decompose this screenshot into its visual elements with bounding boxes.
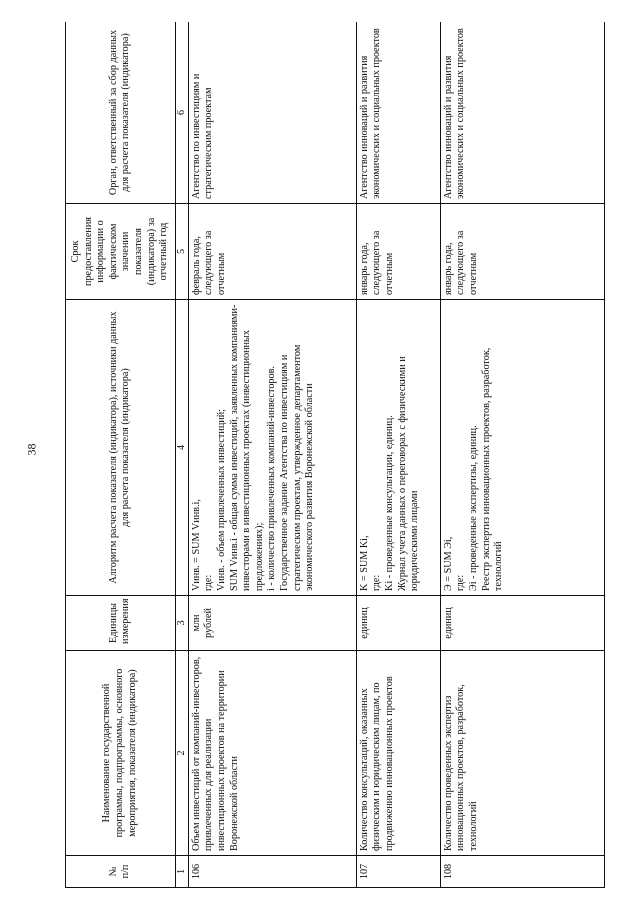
- deadline-cell: январь года, следующего за отчетным: [440, 204, 604, 300]
- algorithm-line: Журнал учета данных о переговорах с физическими и юридическими лицами: [396, 356, 421, 591]
- header-number: № п/п: [66, 856, 176, 888]
- algorithm-line: где:: [455, 574, 467, 591]
- unit-cell: единиц: [440, 596, 604, 651]
- column-number: 4: [175, 300, 188, 596]
- header-deadline: Срок предоставления информации о фактическом значении показателя (индикатора) за отчетный год: [66, 204, 176, 300]
- table-row: [356, 22, 440, 888]
- organ-cell: Агентство инноваций и развития экономических и социальных проектов: [356, 22, 440, 204]
- algorithm-line: Реестр экспертиз инновационных проектов, разработок, технологий: [480, 347, 505, 591]
- unit-cell: единиц: [356, 596, 440, 651]
- algorithm-line: SUM Vинв.i - общая сумма инвестиций, заявленных компаниями-инвесторами в инвестиционных проектах (инвестиционных предложениях);: [228, 304, 265, 591]
- algorithm-line: Э = SUM Эi,: [442, 536, 454, 591]
- column-number: 6: [175, 22, 188, 204]
- column-number: 1: [175, 856, 188, 888]
- deadline-cell: январь года, следующего за отчетным: [356, 204, 440, 300]
- algorithm-line: Государственное задание Агентства по инвестициям и стратегическим проектам, утвержденное департаментом экономического развития Воронежской области: [278, 344, 316, 591]
- algorithm-line: K = SUM Ki,: [358, 535, 370, 591]
- header-row: [66, 22, 176, 888]
- deadline-cell: февраль года, следующего за отчетным: [188, 204, 356, 300]
- table-row: [440, 22, 604, 888]
- algorithm-line: i - количество привлеченных компаний-инвесторов.: [266, 366, 278, 591]
- rotated-table-container: [65, 22, 605, 888]
- algorithm-cell: [440, 300, 604, 596]
- column-number-row: [175, 22, 188, 888]
- algorithm-line: Ki - проведенные консультации, единиц.: [383, 415, 395, 591]
- column-number: 3: [175, 596, 188, 651]
- row-number: 106: [188, 856, 356, 888]
- header-algorithm: Алгоритм расчета показателя (индикатора), источники данных для расчета показателя (индикатора): [66, 300, 176, 596]
- indicator-name: Объем инвестиций от компаний-инвесторов, привлеченных для реализации инвестиционных проектов на территории Воронежской области: [188, 651, 356, 856]
- algorithm-line: где:: [203, 574, 215, 591]
- header-name: Наименование государственной программы, подпрограммы, основного мероприятия, показателя (индикатора): [66, 651, 176, 856]
- unit-cell: млн рублей: [188, 596, 356, 651]
- algorithm-line: Эi - проведенные экспертизы, единиц.: [467, 425, 479, 591]
- algorithm-line: где:: [371, 574, 383, 591]
- page-number: 38: [24, 443, 39, 456]
- row-number: 108: [440, 856, 604, 888]
- indicator-name: Количество проведенных экспертиз инновационных проектов, разработок, технологий: [440, 651, 604, 856]
- organ-cell: Агентство инноваций и развития экономических и социальных проектов: [440, 22, 604, 204]
- algorithm-cell: [356, 300, 440, 596]
- row-number: 107: [356, 856, 440, 888]
- document-sheet: [65, 22, 605, 888]
- algorithm-line: Vинв. - объем привлеченных инвестиций;: [215, 408, 227, 591]
- indicator-table: [65, 22, 605, 888]
- table-row: [188, 22, 356, 888]
- algorithm-line: Vинв. = SUM Vинв.i,: [190, 499, 202, 591]
- header-unit: Единицы измерения: [66, 596, 176, 651]
- indicator-name: Количество консультаций, оказанных физическим и юридическим лицам, по продвижению инновационных проектов: [356, 651, 440, 856]
- header-organ: Орган, ответственный за сбор данных для расчета показателя (индикатора): [66, 22, 176, 204]
- column-number: 5: [175, 204, 188, 300]
- algorithm-cell: [188, 300, 356, 596]
- column-number: 2: [175, 651, 188, 856]
- organ-cell: Агентство по инвестициям и стратегическим проектам: [188, 22, 356, 204]
